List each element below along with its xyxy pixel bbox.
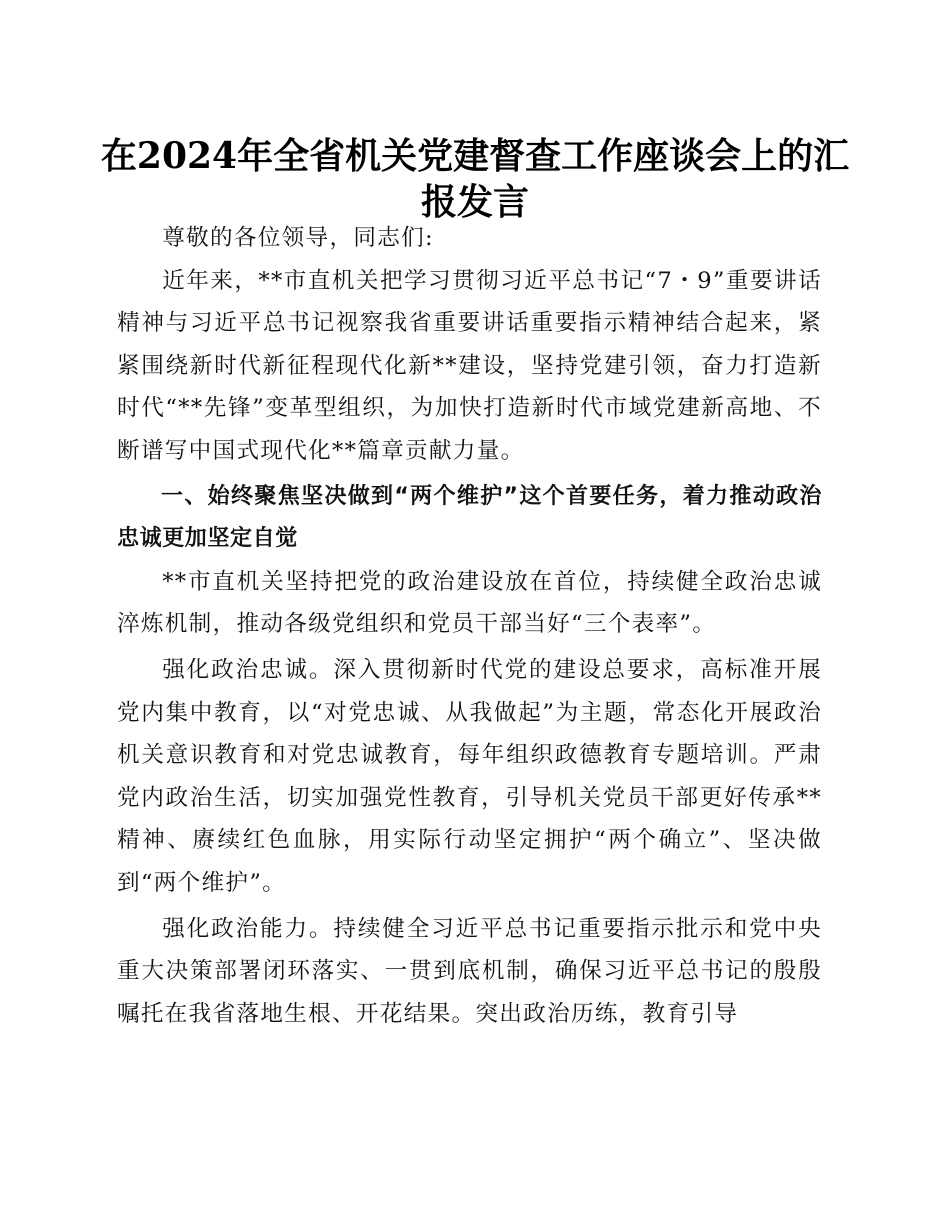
- section-heading-1: 一、始终聚焦坚决做到“两个维护”这个首要任务，着力推动政治忠诚更加坚定自觉: [117, 483, 822, 552]
- section-1-paragraph: **市直机关坚持把党的政治建设放在首位，持续健全政治忠诚淬炼机制，推动各级党组织和党员干部当好“三个表率”。: [117, 568, 822, 638]
- document-body: [117, 217, 822, 1035]
- salutation: 尊敬的各位领导，同志们:: [162, 225, 434, 251]
- intro-paragraph: 近年来，**市直机关把学习贯彻习近平总书记“7・9”重要讲话精神与习近平总书记视察我省重要讲话重要指示精神结合起来，紧紧围绕新时代新征程现代化新**建设，坚持党建引领，奋力打造新时代“**先锋”变革型组织，为加快打造新时代市域党建新高地、不断谱写中国式现代化**篇章贡献力量。: [117, 267, 822, 464]
- political-capacity-paragraph: 强化政治能力。持续健全习近平总书记重要指示批示和党中央重大决策部署闭环落实、一贯到底机制，确保习近平总书记的殷殷嘱托在我省落地生根、开花结果。突出政治历练，教育引导: [117, 915, 822, 1027]
- document-title: 在2024年全省机关党建督查工作座谈会上的汇报发言: [100, 135, 850, 223]
- political-loyalty-paragraph: 强化政治忠诚。深入贯彻新时代党的建设总要求，高标准开展党内集中教育，以“对党忠诚、从我做起”为主题，常态化开展政治机关意识教育和对党忠诚教育，每年组织政德教育专题培训。严肃党内政治生活，切实加强党性教育，引导机关党员干部更好传承**精神、赓续红色血脉，用实际行动坚定拥护“两个确立”、坚决做到“两个维护”。: [117, 656, 822, 896]
